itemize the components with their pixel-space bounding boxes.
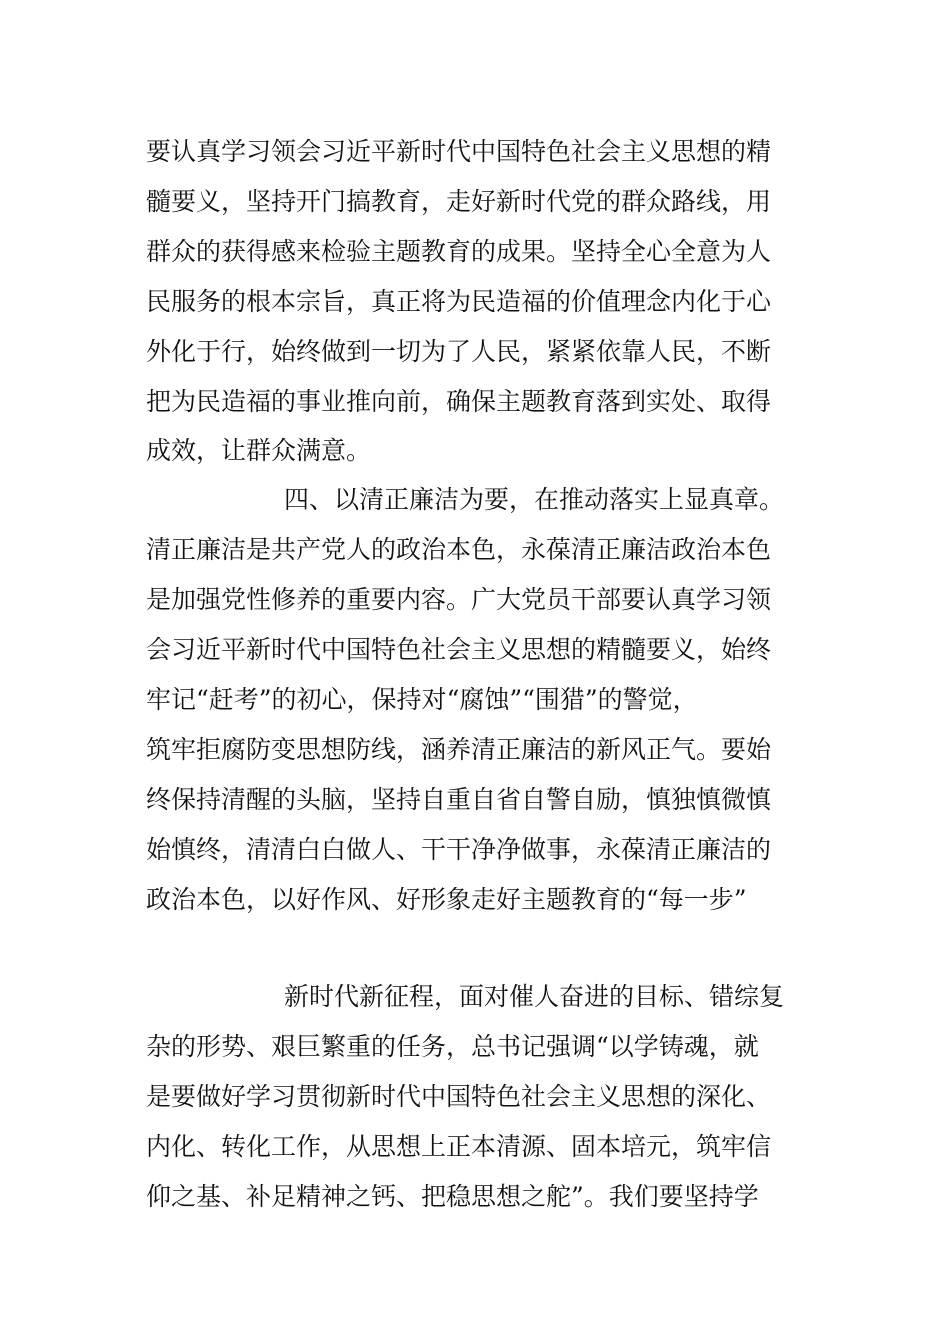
text-line: 髓要义，坚持开门搞教育，走好新时代党的群众路线，用 (146, 187, 772, 216)
text-line: 外化于行，始终做到一切为了人民，紧紧依靠人民，不断 (146, 337, 772, 366)
section-heading: 四、以清正廉洁为要，在推动落实上显真章。 (284, 485, 785, 514)
text-line: 群众的获得感来检验主题教育的成果。坚持全心全意为人 (146, 237, 772, 266)
text-line: 仰之基、补足精神之钙、把稳思想之舵”。我们要坚持学 (146, 1182, 759, 1211)
text-line: 清正廉洁是共产党人的政治本色，永葆清正廉洁政治本色 (146, 535, 772, 564)
text-line: 政治本色，以好作风、好形象走好主题教育的“每一步” (146, 885, 747, 914)
paragraph-start: 新时代新征程，面对催人奋进的目标、错综复 (284, 982, 785, 1011)
text-line: 是加强党性修养的重要内容。广大党员干部要认真学习领 (146, 585, 772, 614)
text-line: 筑牢拒腐防变思想防线，涵养清正廉洁的新风正气。要始 (146, 735, 772, 764)
text-line: 终保持清醒的头脑，坚持自重自省自警自励，慎独慎微慎 (146, 785, 772, 814)
text-line: 会习近平新时代中国特色社会主义思想的精髓要义，始终 (146, 635, 772, 664)
text-line: 要认真学习领会习近平新时代中国特色社会主义思想的精 (146, 137, 772, 166)
text-line: 内化、转化工作，从思想上正本清源、固本培元，筑牢信 (146, 1132, 772, 1161)
text-line: 把为民造福的事业推向前，确保主题教育落到实处、取得 (146, 387, 772, 416)
text-line: 成效，让群众满意。 (146, 436, 372, 465)
text-line: 民服务的根本宗旨，真正将为民造福的价值理念内化于心 (146, 287, 772, 316)
text-line: 杂的形势、艰巨繁重的任务，总书记强调“以学铸魂，就 (146, 1032, 759, 1061)
text-line: 始慎终，清清白白做人、干干净净做事，永葆清正廉洁的 (146, 835, 772, 864)
text-line: 牢记“赶考”的初心，保持对“腐蚀”“围猎”的警觉， (146, 685, 698, 714)
text-line: 是要做好学习贯彻新时代中国特色社会主义思想的深化、 (146, 1082, 772, 1111)
